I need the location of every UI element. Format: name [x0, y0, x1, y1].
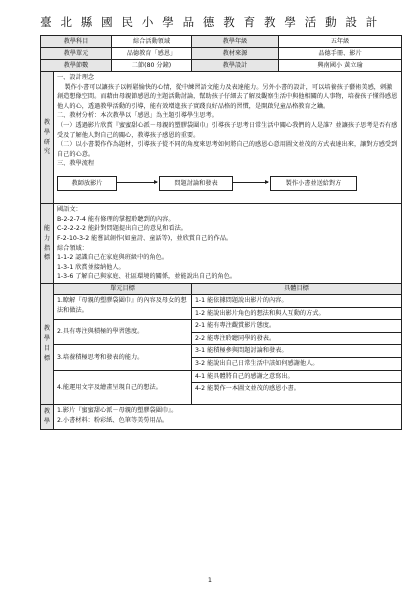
flow-step-video: 教師放影片	[57, 176, 117, 191]
value-designer: 興南國小 黃立瑜	[279, 60, 402, 72]
material-analysis-item-2: （二）以小書製作作為題材，引導孩子從不同的角度來思考如何將自己的感恩心意用圖文並茂的方式表達出來，讓對方感受到自己的心意。	[57, 141, 398, 158]
material-analysis-item-1: （一）透過影片欣賞『蜜蜜甜心派－母親的塑膠袋圍巾』引導孩子思考日常生活中關心我們的人是誰？並讓孩子思考是否有感受及了解他人對自己的關心，教導孩子感恩的重要。	[57, 122, 398, 139]
specific-goal: 3-1 能積極參與問題討論和發表。	[192, 345, 402, 358]
value-subject: 綜合活動領域	[112, 36, 192, 48]
research-content	[54, 72, 402, 204]
specific-goal: 2-2 能專注聆聽同學的發表。	[192, 332, 402, 345]
teaching-flow-heading: 三、教學流程	[57, 160, 95, 168]
label-sessions: 教學節數	[41, 60, 112, 72]
label-source: 教材來源	[192, 48, 279, 60]
unit-goal-4: 4.能運用文字及繪畫呈現自己的想法。	[54, 370, 192, 405]
unit-goal-2: 2.具有專注與積極的學習態度。	[54, 320, 192, 345]
ability-line: 1-3-1 欣賞並接納他人。	[57, 263, 125, 271]
page-title: 臺 北 縣 國 民 小 學 品 德 教 育 教 學 活 動 設 計	[40, 15, 380, 29]
specific-goal: 2-1 能有專注觀賞影片態度。	[192, 320, 402, 333]
unit-goal-1: 1.瞭解『母親的塑膠袋圍巾』的內容及母女的想法和做法。	[54, 294, 192, 319]
label-unit: 教學單元	[41, 48, 112, 60]
unit-goals-heading: 單元目標	[54, 283, 192, 294]
value-unit: 品德教育「感恩」	[112, 48, 192, 60]
design-concept-heading: 一、設計理念	[57, 74, 95, 81]
specific-goal: 1-1 能依據問題說出影片的內容。	[192, 294, 402, 307]
ability-line: 1-1-2 認識自己在家庭與班級中的角色。	[57, 254, 169, 262]
ability-line: 綜合領域：	[57, 244, 88, 252]
resource-line: 2.小書材料：粉彩紙、色筆等美勞用品。	[57, 416, 169, 424]
goal-row	[41, 320, 402, 333]
flow-arrow-1	[117, 182, 157, 183]
page-number: 1	[207, 576, 213, 584]
ability-content	[54, 204, 402, 284]
resources-content	[54, 405, 402, 430]
ability-section	[41, 204, 402, 284]
specific-goal: 4-1 能具體將自己的感謝之意寫出。	[192, 370, 402, 383]
value-sessions: 二節(80 分鐘)	[112, 60, 192, 72]
ability-line: 國語文：	[57, 206, 82, 214]
resources-section	[41, 405, 402, 430]
ability-line: 1-3-6 了解自己與家庭、社區環境的關係，並能說出自己的角色。	[57, 273, 237, 281]
design-concept-text: 製作小書可以讓孩子以輕鬆愉快的心情，從中練習語文能力及表達能力。另外小書的設計，可以培養孩子藝術美感，刺激創造想像空間。而藉由母親節感恩的主題活動討論，幫助孩子仔細去了解及觀察生活中與他相關的人事物，培養孩子懂得感恩他人的心，透過教學活動的引導，能有效增進孩子實踐良好品格的習慣，是開啟兒童品格教育之鑰。	[57, 83, 398, 110]
flow-step-book: 製作小書並送給對方	[270, 176, 357, 191]
flow-arrow-2	[233, 182, 268, 183]
value-grade: 五年級	[279, 36, 402, 48]
goal-row	[41, 370, 402, 383]
lesson-plan-table	[40, 35, 402, 430]
header-row-sessions	[41, 60, 402, 72]
value-source: 品德手冊、影片	[279, 48, 402, 60]
label-designer: 教學設計	[192, 60, 279, 72]
specific-goal: 4-2 能製作一本圖文並茂的感恩小書。	[192, 383, 402, 405]
header-row-subject	[41, 36, 402, 48]
unit-goal-3: 3.培養積極思考和發表的能力。	[54, 345, 192, 370]
specific-goals-heading: 具體目標	[192, 283, 402, 294]
goals-side-label: 教 學 目 標	[41, 283, 54, 404]
material-analysis-heading: 二、教材分析：本次教學以「感恩」為主題引導學生思考。	[57, 112, 218, 120]
flow-step-discussion: 問題討論和發表	[159, 176, 233, 191]
teaching-flow-diagram	[57, 170, 398, 200]
ability-line: F-2-10-3-2 能嘗試創作(如童詩、童話等)，並欣賞自己的作品。	[57, 234, 233, 242]
research-side-label: 教 學 研 究	[41, 72, 54, 204]
resource-line: 1.影片『蜜蜜甜心派－母親的塑膠袋圍巾』。	[57, 407, 178, 415]
goal-row	[41, 294, 402, 307]
ability-line: B-2-2-7-4 能有條理的掌握聆聽到的內容。	[57, 215, 175, 223]
ability-side-label: 能 力 指 標	[41, 204, 54, 284]
header-row-unit	[41, 48, 402, 60]
research-section	[41, 72, 402, 204]
label-grade: 教學年級	[192, 36, 279, 48]
resources-side-label: 教 學	[41, 405, 54, 430]
ability-line: C-2-2-2-2 能針對問題提出自己的意見和看法。	[57, 225, 187, 233]
goal-row	[41, 345, 402, 358]
specific-goal: 1-2 能說出影片角色的想法和與人互動的方式。	[192, 307, 402, 320]
specific-goal: 3-2 能說出自己日常生活中該如何感謝他人。	[192, 358, 402, 371]
label-subject: 教學科目	[41, 36, 112, 48]
goals-header-row	[41, 283, 402, 294]
